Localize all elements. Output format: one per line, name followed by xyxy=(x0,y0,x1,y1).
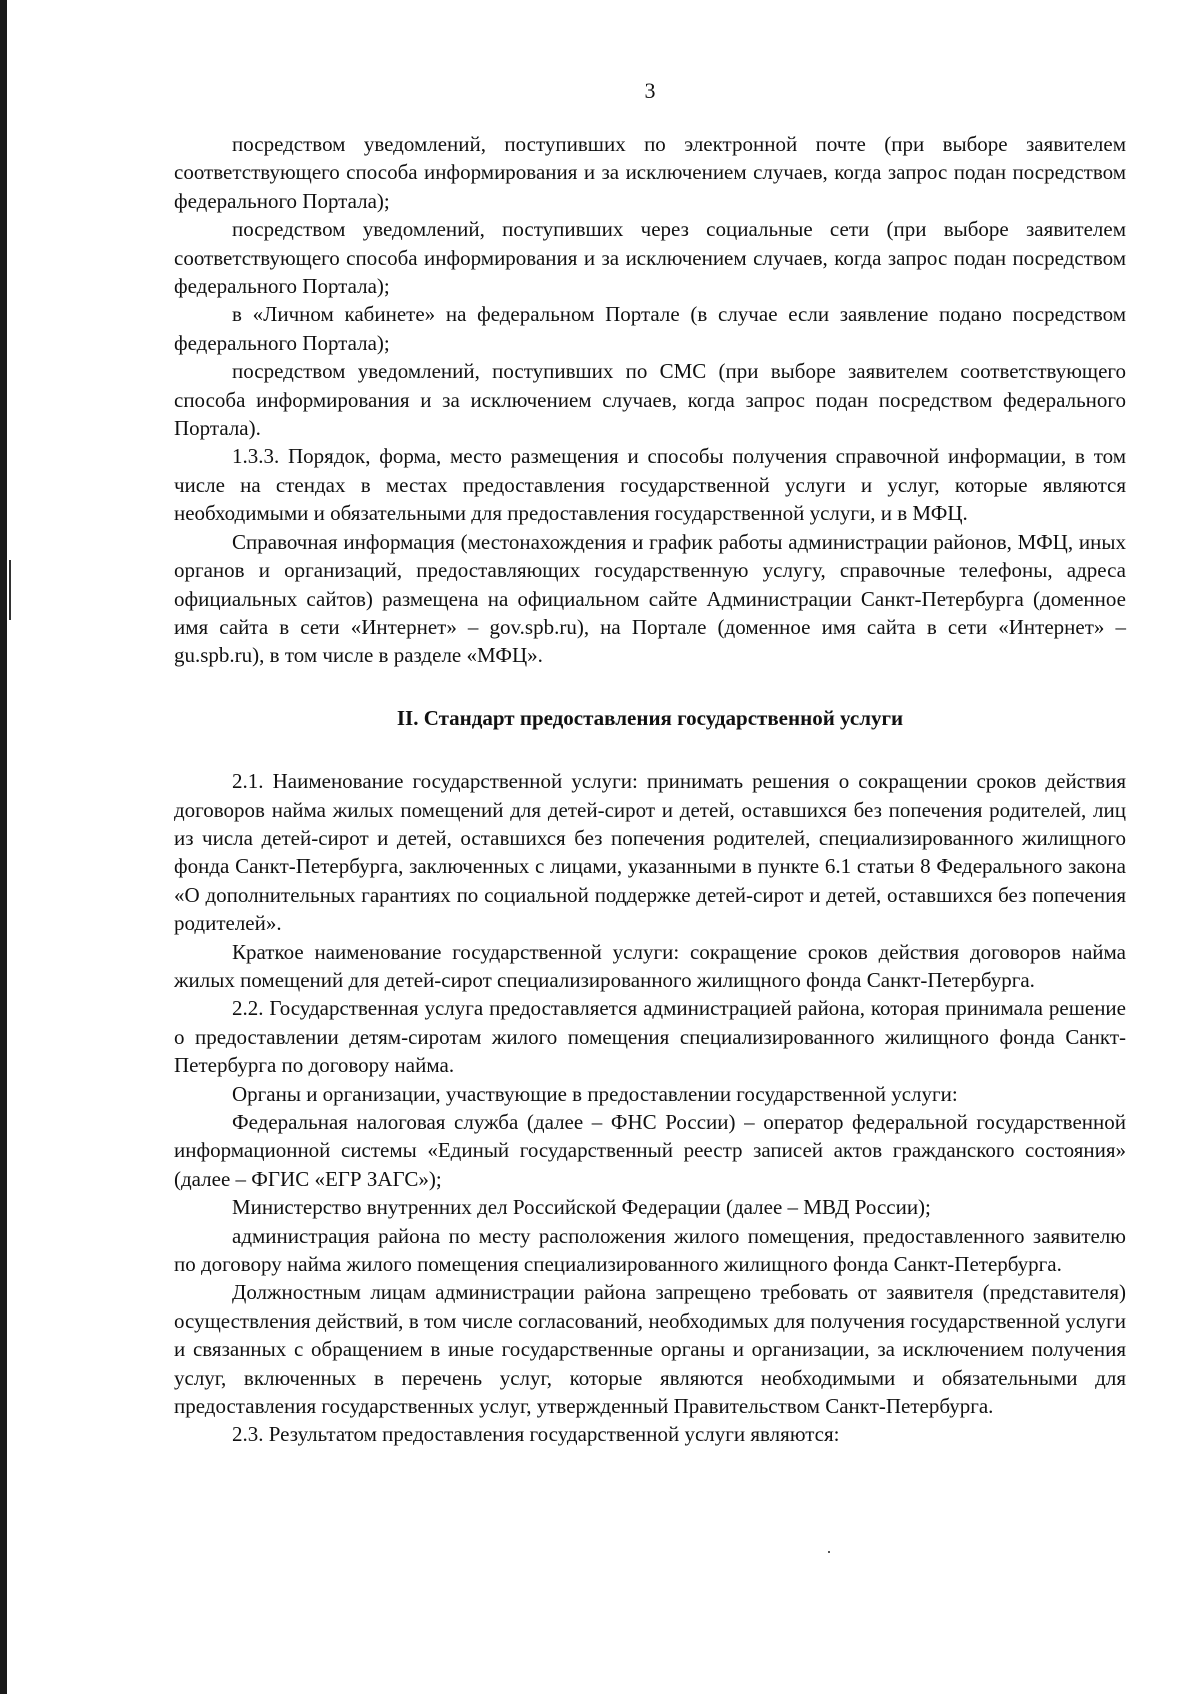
document-body xyxy=(174,130,1126,1449)
paragraph-2-3: 2.3. Результатом предоставления государственной услуги являются: xyxy=(232,1422,840,1447)
paragraph-email-notifications: посредством уведомлений, поступивших по электронной почте (при выборе заявителем соответствующего способа информирования и за исключением случаев, когда запрос подан посредством федерального Портала); xyxy=(174,132,1126,213)
paragraph-2-1: 2.1. Наименование государственной услуги: принимать решения о сокращении сроков действия договоров найма жилых помещений для детей-сирот и детей, оставшихся без попечения родителей, лиц из числа детей-сирот и детей, оставшихся без попечения родителей, специализированного жилищного фонда Санкт-Петербурга, заключенных с лицами, указанными в пункте 6.1 статьи 8 Федерального закона «О дополнительных гарантиях по социальной поддержке детей-сирот и детей, оставшихся без попечения родителей». xyxy=(174,769,1126,936)
paragraph-personal-cabinet: в «Личном кабинете» на федеральном Портале (в случае если заявление подано посредством федерального Портала); xyxy=(174,302,1126,355)
scan-border xyxy=(0,0,7,1694)
paragraph-short-name: Краткое наименование государственной услуги: сокращение сроков действия договоров найма жилых помещений для детей-сирот специализированного жилищного фонда Санкт-Петербурга. xyxy=(174,939,1126,992)
paragraph-mvd: Министерство внутренних дел Российской Федерации (далее – МВД России); xyxy=(232,1195,931,1220)
scan-artifact xyxy=(9,560,11,620)
paragraph-1-3-3: 1.3.3. Порядок, форма, место размещения и способы получения справочной информации, в том числе на стендах в местах предоставления государственной услуги и услуг, которые являются необходимыми и обязательными для предоставления государственной услуги, и в МФЦ. xyxy=(174,444,1126,526)
paragraph-reference-info: Справочная информация (местонахождения и график работы администрации районов, МФЦ, иных органов и организаций, предоставляющих государственную услугу, справочные телефоны, адреса официальных сайтов) размещена на официальном сайте Администрации Санкт-Петербурга (доменное имя сайта в сети «Интернет» – gov.spb.ru), на Портале (доменное имя сайта в сети «Интернет» – gu.spb.ru), в том числе в разделе «МФЦ». xyxy=(174,529,1126,668)
paragraph-prohibition: Должностным лицам администрации района запрещено требовать от заявителя (представителя) осуществления действий, в том числе согласований, необходимых для получения государственной услуги и связанных с обращением в иные государственные органы и организации, за исключением получения услуг, включенных в перечень услуг, которые являются необходимыми и обязательными для предоставления государственных услуг, утвержденный Правительством Санкт-Петербурга. xyxy=(174,1280,1126,1419)
paragraph-2-2: 2.2. Государственная услуга предоставляется администрацией района, которая принимала решение о предоставлении детям-сиротам жилого помещения специализированного жилищного фонда Санкт-Петербурга по договору найма. xyxy=(174,996,1126,1078)
paragraph-district-admin: администрация района по месту расположения жилого помещения, предоставленного заявителю по договору найма жилого помещения специализированного жилищного фонда Санкт-Петербурга. xyxy=(174,1223,1126,1277)
page-number: 3 xyxy=(644,78,656,103)
paragraph-participating-bodies: Органы и организации, участвующие в предоставлении государственной услуги: xyxy=(232,1081,958,1106)
section-heading: II. Стандарт предоставления государственной услуги xyxy=(396,705,904,730)
paragraph-fns: Федеральная налоговая служба (далее – ФНС России) – оператор федеральной государственной информационной системы «Единый государственный реестр записей актов гражданского состояния» (далее – ФГИС «ЕГР ЗАГС»); xyxy=(174,1110,1126,1191)
scan-speck xyxy=(828,1551,830,1553)
paragraph-social-notifications: посредством уведомлений, поступивших через социальные сети (при выборе заявителем соответствующего способа информирования и за исключением случаев, когда запрос подан посредством федерального Портала); xyxy=(174,217,1126,299)
paragraph-sms-notifications: посредством уведомлений, поступивших по СМС (при выборе заявителем соответствующего способа информирования и за исключением случаев, когда запрос подан посредством федерального Портала). xyxy=(174,359,1126,441)
